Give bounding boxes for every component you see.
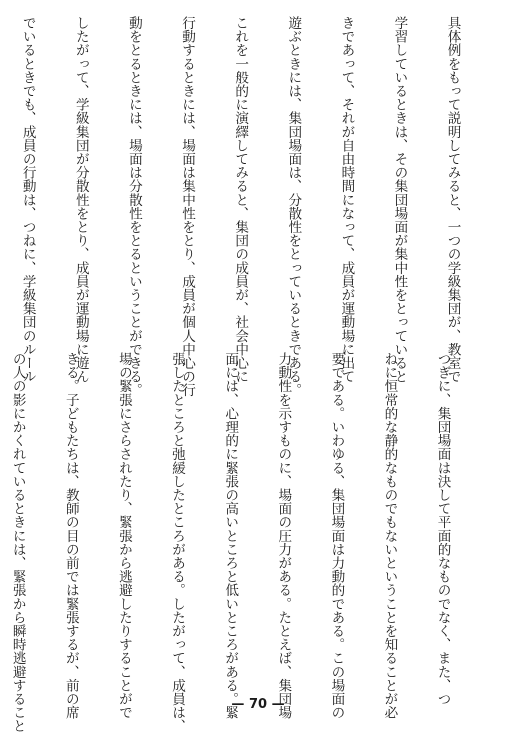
text-line: 学習しているときは、その集団場面が集中性をとっていると [391,16,408,384]
text-line: 面には、心理的に緊張の高いところと低いところがある。緊 [222,352,239,720]
text-line: 要である。いわゆる、集団場面は力動的である。この場面の [328,352,345,720]
text-line: 張したところと弛緩したところがある。したがって、成員は、 [169,352,186,733]
text-line: 場の緊張にさらされたり、緊張から逃避したりすることがで [115,352,132,720]
text-line: 遊ぶときには、集団場面は、分散性をとっているときである。 [285,16,302,397]
text-line: これを一般的に演繹してみると、集団の成員が、社会中心に [232,16,249,384]
page-number: — 70 — [231,697,285,712]
text-line: でいるときでも、成員の行動は、つねに、学級集団のルール [19,16,36,384]
text-line: したがって、学級集団が分散性をとり、成員が運動場に遊ん [72,16,89,384]
text-line: 具体例をもって説明してみると、一つの学級集団が、教室で [444,16,461,384]
text-line: きる。子どもたちは、教師の目の前では緊張するが、前の席 [62,352,79,720]
text-line: 力動性を示すものに、場面の圧力がある。たとえば、集団場 [275,352,292,720]
text-line: きであって、それが自由時間になって、成員が運動場に出て [338,16,355,384]
text-line: の人の影にかくれているときには、緊張から瞬時逃避すること [9,352,26,733]
text-line: 動をとるときには、場面は分散性をとるということができる。 [125,16,142,397]
text-line: ねに恒常的な静的なものでもないということを知ることが必 [381,352,398,720]
text-line: つぎに、集団場面は決して平面的なものでなく、また、つ [434,352,451,706]
upper-text-block [19,16,496,397]
text-line: 行動するときには、場面は集中性をとり、成員が個人中心の行 [179,16,196,397]
